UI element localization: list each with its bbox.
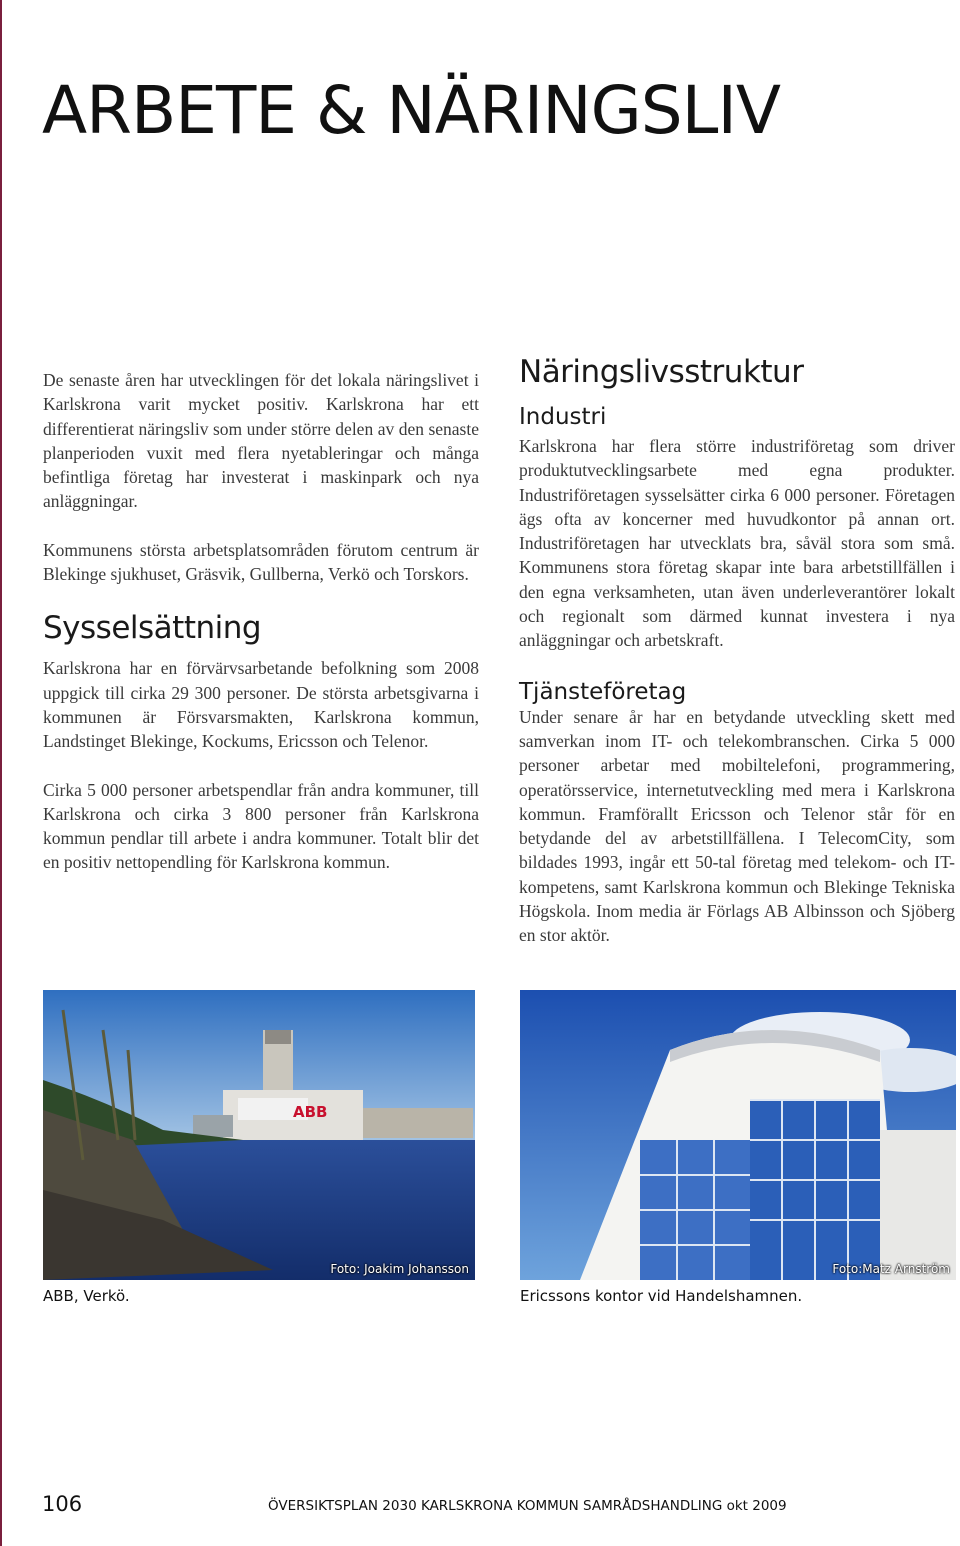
areas-paragraph: Kommunens största arbetsplatsområden förutom centrum är Blekinge sjukhuset, Gräsvik, Gullberna, Verkö och Torskors. [43, 539, 479, 585]
sysselsattning-heading: Sysselsättning [43, 610, 262, 647]
photo-credit-left: Foto: Joakim Johansson [330, 1262, 469, 1276]
caption-abb: ABB, Verkö. [43, 1287, 130, 1305]
tjansteforetag-paragraph: Under senare år har en betydande utveckling skett med samverkan inom IT- och telekombranschen. Cirka 5 000 personer arbetar med mobiltelefoni, programmering, operatörsservice, internetutveckling med mera i Karlskrona kommun. Framförallt Ericsson och Telenor står för en betydande del av arbetstillfällena. I TelecomCity, som bildades 1993, ingår ett 50-tal företag med telekom- och IT-kompetens, samt Karlskrona kommun och Blekinge Tekniska Högskola. Inom media är Förlags AB Albinsson och Sjöberg en stor aktör. [519, 706, 955, 946]
abb-sign: ABB [293, 1103, 328, 1121]
naringslivsstruktur-heading: Näringslivsstruktur [519, 354, 804, 390]
page-number: 106 [42, 1492, 83, 1516]
industri-paragraph: Karlskrona har flera större industriföretag som driver produktutvecklingsarbete med egna produkter. Industriföretagen sysselsätter cirka 6 000 personer. Företagen ägs ofta av koncerner med huvudkontor på annan ort. Industriföretagen har utvecklats bra, såväl stora som små. Kommunens stora företag skapar inte bara arbetstillfällen i den egna verksamheten, utan även underleverantörer lokalt och regionalt som därmed kunnat investera i nya anläggningar och arbetskraft. [519, 436, 955, 651]
page-edge-line [0, 0, 2, 1546]
footer-text: ÖVERSIKTSPLAN 2030 KARLSKRONA KOMMUN SAMRÅDSHANDLING okt 2009 [268, 1498, 787, 1514]
caption-ericsson: Ericssons kontor vid Handelshamnen. [520, 1287, 803, 1305]
page-title: ARBETE & NÄRINGSLIV [42, 72, 781, 149]
photo-credit-right: Foto:Matz Arnström [832, 1262, 950, 1276]
ericsson-office-photo [520, 990, 956, 1280]
commuting-paragraph: Cirka 5 000 personer arbetspendlar från andra kommuner, till Karlskrona och cirka 3 800 personer från Karlskrona kommun pendlar till arbete i andra kommuner. Totalt blir det en positiv nettopendling för Karlskrona kommun. [43, 779, 479, 873]
left-column [43, 368, 479, 875]
abb-verko-photo [43, 990, 475, 1280]
tjansteforetag-subheading: Tjänsteföretag [519, 678, 687, 705]
industri-subheading: Industri [519, 404, 607, 430]
right-column [519, 354, 955, 948]
intro-paragraph: De senaste åren har utvecklingen för det lokala näringslivet i Karlskrona varit mycket positiv. Karlskrona har ett differentierat näringsliv som under större delen av den senaste planperioden vuxit med flera nyetableringar och många befintliga företag har investerat i maskinpark och nya anläggningar. [43, 370, 479, 512]
employment-paragraph: Karlskrona har en förvärvsarbetande befolkning som 2008 uppgick till cirka 29 300 personer. De största arbetsgivarna i kommunen är Försvarsmakten, Karlskrona kommun, Landstinget Blekinge, Kockums, Ericsson och Telenor. [43, 658, 479, 752]
